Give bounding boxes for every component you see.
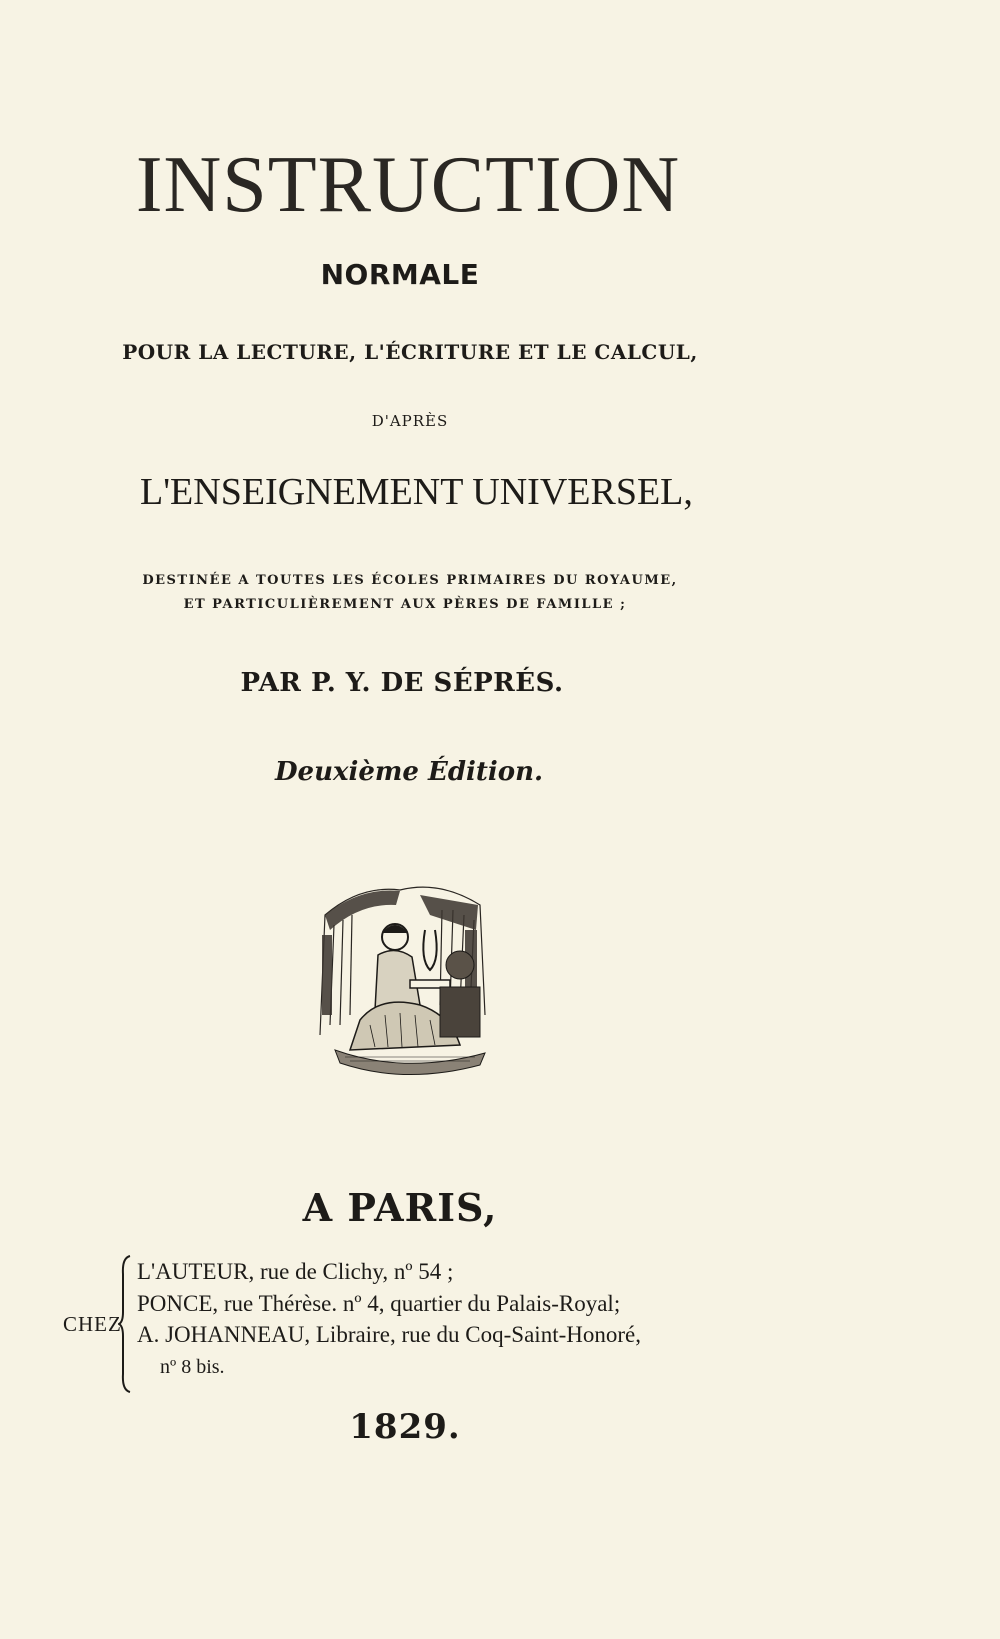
imprint-city: A PARIS, [302, 1185, 498, 1230]
author-line: PAR P. Y. DE SÉPRÉS. [240, 668, 564, 698]
address-johanneau: A. JOHANNEAU, Libraire, rue du Coq-Saint-Honoré, [137, 1322, 641, 1347]
subtitle-subject: POUR LA LECTURE, L'ÉCRITURE ET LE CALCUL, [122, 340, 698, 364]
engraving-vignette-icon [300, 875, 510, 1085]
chez-label: CHEZ [63, 1312, 122, 1336]
publication-year: 1829. [349, 1407, 461, 1447]
subtitle-normale: NORMALE [320, 258, 480, 291]
audience-line-2: ET PARTICULIÈREMENT AUX PÈRES DE FAMILLE ; [183, 597, 627, 612]
edition-line: Deuxième Édition. [275, 757, 544, 787]
curly-brace-icon [118, 1254, 136, 1394]
book-title: INSTRUCTION [135, 141, 681, 229]
audience-line-1: DESTINÉE A TOUTES LES ÉCOLES PRIMAIRES DU ROYAUME, [142, 573, 678, 588]
address-ponce: PONCE, rue Thérèse. nº 4, quartier du Palais-Royal; [137, 1291, 621, 1316]
dapres-label: D'APRÈS [371, 412, 449, 430]
method-name: L'ENSEIGNEMENT UNIVERSEL, [140, 471, 693, 513]
address-author: L'AUTEUR, rue de Clichy, nº 54 ; [137, 1259, 454, 1284]
address-johanneau-number: nº 8 bis. [160, 1356, 225, 1378]
